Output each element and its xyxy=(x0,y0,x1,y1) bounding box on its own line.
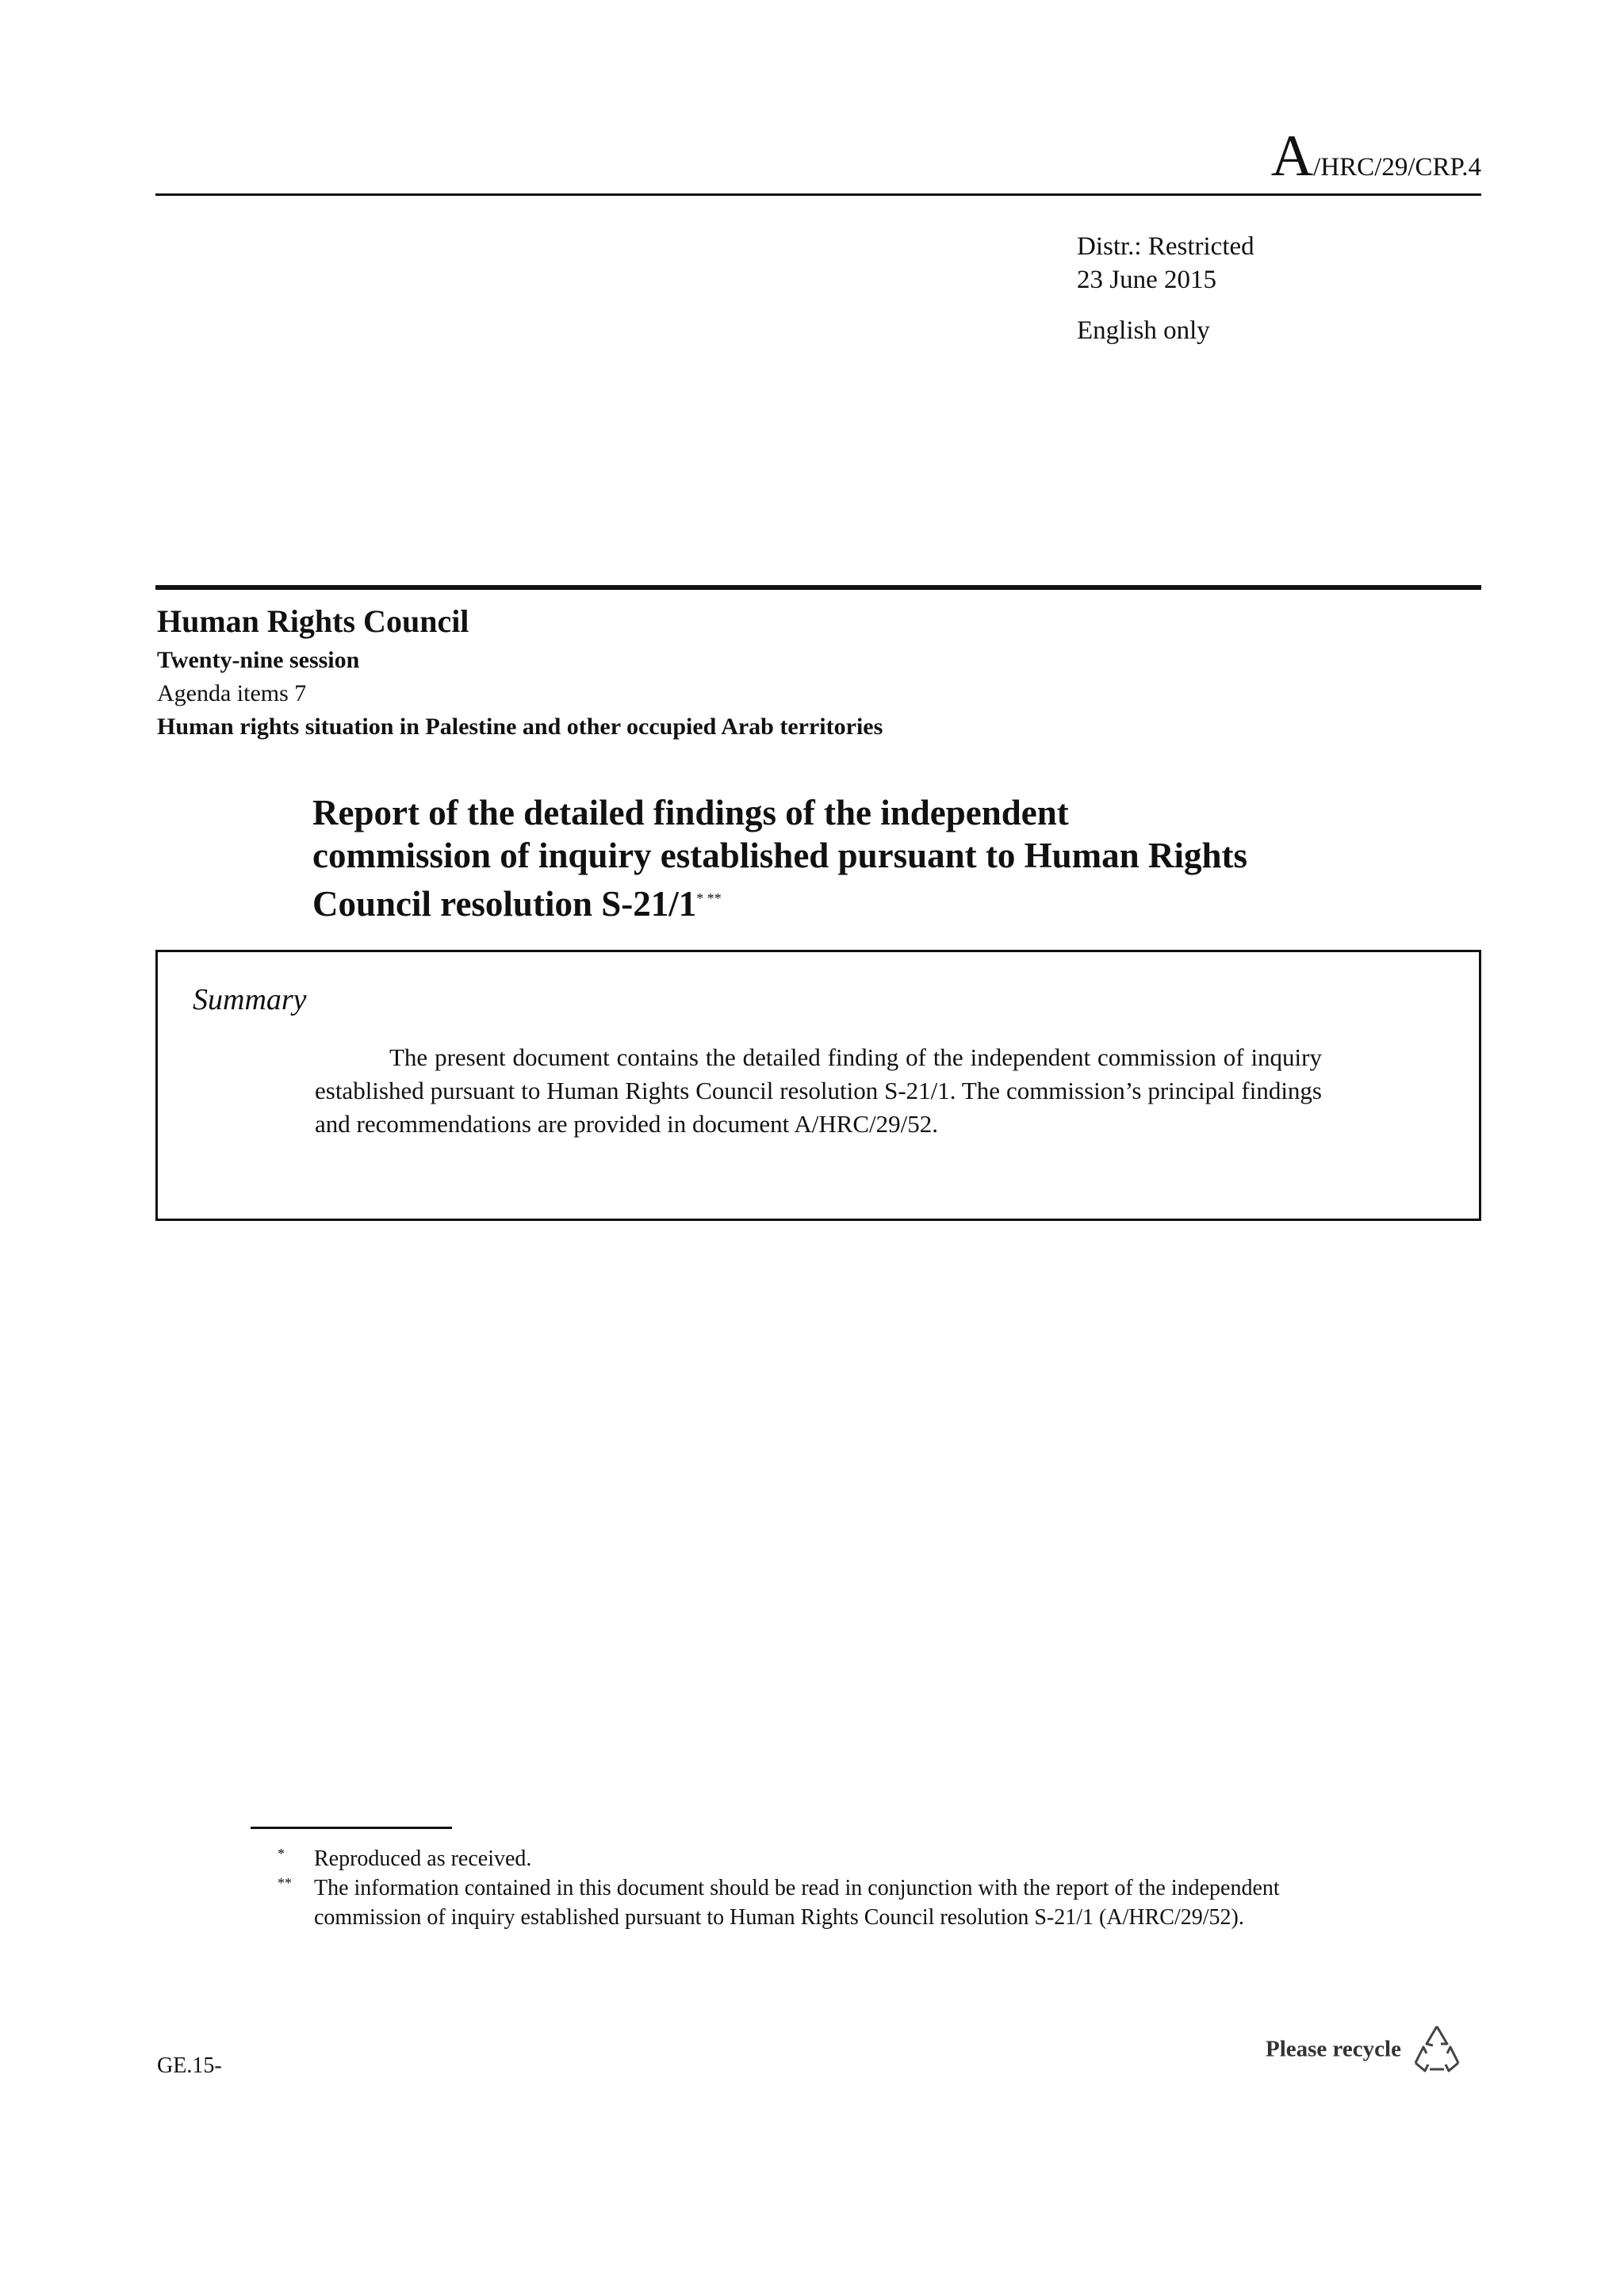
footnote-2-text: The information contained in this document should be read in conjunction with the report of the independent commission of inquiry established pursuant to Human Rights Council resolution S-21/1 (A/HRC/29/52). xyxy=(314,1876,1280,1930)
document-date: 23 June 2015 xyxy=(1077,266,1216,294)
document-symbol-letter: A xyxy=(1270,124,1314,189)
document-symbol-code: /HRC/29/CRP.4 xyxy=(1313,153,1481,182)
distribution-status: Distr.: Restricted xyxy=(1077,232,1254,261)
footnote-1 xyxy=(278,1844,1308,1873)
recycle-logo xyxy=(1266,2022,1465,2077)
report-title xyxy=(312,791,1438,925)
footnote-1-text: Reproduced as received. xyxy=(314,1846,532,1871)
distribution-block xyxy=(1077,230,1254,347)
document-language: English only xyxy=(1077,316,1210,345)
summary-text: The present document contains the detailed finding of the independent commission of inquiry established pursuant to Human Rights Council resolution S-21/1. The commission’s principal findings and recommendations are provided in document A/HRC/29/52. xyxy=(315,1043,1322,1138)
summary-box xyxy=(155,950,1481,1221)
footnote-2 xyxy=(278,1873,1308,1932)
job-number: GE.15- xyxy=(157,2053,222,2078)
agenda-subject: Human rights situation in Palestine and other occupied Arab territories xyxy=(157,714,883,740)
report-title-line-2: commission of inquiry established pursuant to Human Rights xyxy=(312,836,1247,875)
agenda-items: Agenda items 7 xyxy=(157,680,307,706)
summary-heading: Summary xyxy=(193,983,307,1016)
recycle-icon xyxy=(1409,2022,1465,2077)
recycle-label: Please recycle xyxy=(1266,2036,1401,2062)
footnotes xyxy=(278,1844,1308,1932)
footnote-2-mark: ** xyxy=(278,1875,292,1891)
report-title-line-3: Council resolution S-21/1 xyxy=(312,884,697,924)
document-symbol xyxy=(1270,124,1481,189)
title-footnote-marks: * ** xyxy=(696,890,722,906)
session-name: Twenty-nine session xyxy=(157,647,360,673)
report-title-line-1: Report of the detailed findings of the independent xyxy=(312,793,1069,832)
footnote-1-mark: * xyxy=(278,1846,285,1862)
header-rule xyxy=(155,193,1481,196)
footnote-separator xyxy=(251,1827,452,1829)
council-name: Human Rights Council xyxy=(157,603,469,639)
body-divider-rule xyxy=(155,585,1481,590)
